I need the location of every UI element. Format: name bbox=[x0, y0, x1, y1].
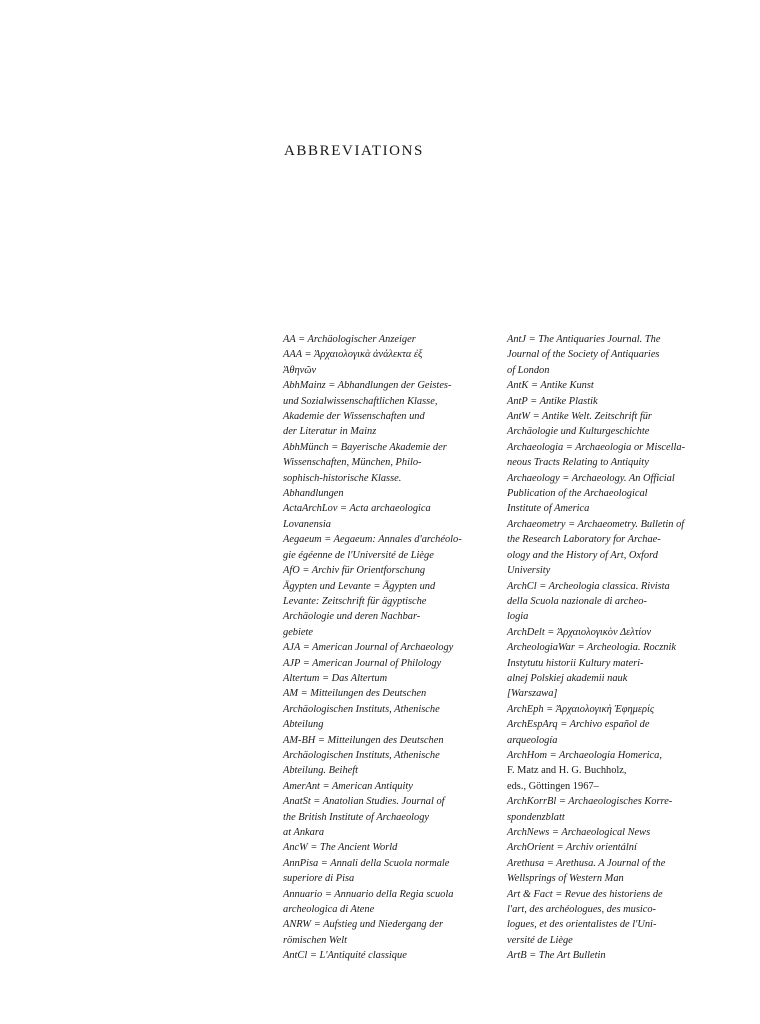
entry-line: Abhandlungen bbox=[283, 488, 344, 500]
entry-line: Levante: Zeitschrift für ägyptische bbox=[283, 595, 427, 607]
entry-line: Aegaeum = Aegaeum: Annales d'archéolo- bbox=[283, 534, 462, 546]
abbreviation-entry bbox=[507, 378, 717, 393]
entry-line: AncW = The Ancient World bbox=[283, 842, 398, 854]
abbreviations-column-right bbox=[507, 332, 717, 964]
abbreviation-entry bbox=[283, 532, 503, 563]
entry-line: neous Tracts Relating to Antiquity bbox=[507, 457, 649, 469]
abbreviation-entry bbox=[283, 347, 503, 378]
abbreviation-entry bbox=[283, 332, 503, 347]
entry-line: Archäologischen Instituts, Athenische bbox=[283, 749, 440, 761]
abbreviation-entry bbox=[283, 640, 503, 655]
entry-line: Arethusa = Arethusa. A Journal of the bbox=[507, 857, 666, 869]
abbreviation-entry bbox=[283, 656, 503, 671]
abbreviation-entry bbox=[507, 517, 717, 579]
entry-line: della Scuola nazionale di archeo- bbox=[507, 595, 647, 607]
abbreviation-entry bbox=[507, 394, 717, 409]
abbreviation-entry bbox=[283, 671, 503, 686]
entry-line: Ἀθηνῶν bbox=[283, 364, 317, 376]
entry-line: superiore di Pisa bbox=[283, 873, 355, 885]
entry-line: Akademie der Wissenschaften und bbox=[283, 411, 425, 423]
entry-line: the Research Laboratory for Archae- bbox=[507, 534, 661, 546]
page-title: ABBREVIATIONS bbox=[284, 143, 424, 159]
entry-line: ArchNews = Archaeological News bbox=[507, 827, 651, 838]
abbreviation-entry bbox=[283, 887, 503, 918]
abbreviation-entry bbox=[507, 948, 717, 963]
abbreviation-entry bbox=[283, 563, 503, 578]
entry-line: Archaeometry = Archaeometry. Bulletin of bbox=[507, 518, 685, 530]
abbreviations-column-left bbox=[283, 332, 503, 964]
entry-line: logia bbox=[507, 611, 529, 623]
entry-line: eds., Göttingen 1967– bbox=[507, 780, 599, 792]
entry-line: AntK = Antike Kunst bbox=[507, 380, 594, 392]
entry-line: Institute of America bbox=[507, 503, 590, 515]
entry-line: AAA = Ἀρχαιολογικὰ ἀνάλεκτα ἐξ bbox=[283, 349, 423, 361]
entry-line: Annuario = Annuario della Regia scuola bbox=[283, 888, 454, 900]
abbreviation-entry bbox=[507, 717, 717, 748]
entry-line: AM-BH = Mitteilungen des Deutschen bbox=[283, 734, 444, 746]
entry-line: Lovanensia bbox=[283, 518, 331, 530]
entry-line: of London bbox=[507, 364, 550, 376]
entry-line: F. Matz and H. G. Buchholz, bbox=[507, 765, 627, 777]
abbreviation-entry bbox=[283, 501, 503, 532]
abbreviation-entry bbox=[283, 948, 503, 963]
entry-line: AfO = Archiv für Orientforschung bbox=[283, 565, 426, 577]
entry-line: versité de Liège bbox=[507, 934, 573, 946]
abbreviation-entry bbox=[283, 733, 503, 779]
entry-line: Publication of the Archaeological bbox=[507, 488, 648, 500]
abbreviation-entry bbox=[507, 332, 717, 378]
entry-line: römischen Welt bbox=[283, 934, 347, 946]
entry-line: ArchKorrBl = Archaeologisches Korre- bbox=[507, 796, 673, 808]
abbreviation-entry bbox=[283, 686, 503, 732]
abbreviation-entry bbox=[507, 625, 717, 640]
entry-line: AntP = Antike Plastik bbox=[507, 395, 598, 407]
entry-line: ActaArchLov = Acta archaeologica bbox=[283, 503, 431, 515]
abbreviation-entry bbox=[507, 825, 717, 840]
abbreviation-entry bbox=[283, 917, 503, 948]
entry-line: AJP = American Journal of Philology bbox=[283, 657, 442, 669]
entry-line: ANRW = Aufstieg und Niedergang der bbox=[283, 919, 444, 931]
abbreviation-entry bbox=[507, 640, 717, 702]
abbreviation-entry bbox=[283, 856, 503, 887]
entry-line: Wellsprings of Western Man bbox=[507, 873, 624, 885]
entry-line: Ägypten und Levante = Ägypten und bbox=[283, 580, 436, 592]
entry-line: arqueología bbox=[507, 734, 558, 746]
abbreviation-entry bbox=[507, 579, 717, 625]
entry-line: AnatSt = Anatolian Studies. Journal of bbox=[283, 796, 445, 808]
entry-line: ArchOrient = Archiv orientální bbox=[507, 842, 637, 854]
entry-line: l'art, des archéologues, des musico- bbox=[507, 904, 657, 916]
entry-line: ArchDelt = Ἀρχαιολογικὸν Δελτίον bbox=[507, 626, 652, 638]
entry-line: der Literatur in Mainz bbox=[283, 426, 377, 438]
abbreviation-entry bbox=[507, 887, 717, 949]
entry-line: Altertum = Das Altertum bbox=[283, 672, 388, 684]
entry-line: AntW = Antike Welt. Zeitschrift für bbox=[507, 411, 652, 423]
entry-line: ArtB = The Art Bulletin bbox=[507, 950, 606, 962]
entry-line: sophisch-historische Klasse. bbox=[283, 472, 402, 484]
entry-line: gebiete bbox=[283, 626, 313, 638]
entry-line: archeologica di Atene bbox=[283, 904, 375, 916]
entry-line: AntCl = L'Antiquité classique bbox=[283, 950, 407, 962]
entry-line: AA = Archäologischer Anzeiger bbox=[283, 334, 416, 345]
abbreviation-entry bbox=[507, 840, 717, 855]
entry-line: Journal of the Society of Antiquaries bbox=[507, 349, 660, 361]
entry-line: alnej Polskiej akademii nauk bbox=[507, 672, 628, 684]
entry-line: AntJ = The Antiquaries Journal. The bbox=[507, 334, 661, 345]
entry-line: University bbox=[507, 565, 551, 577]
entry-line: AmerAnt = American Antiquity bbox=[283, 780, 413, 792]
entry-line: Archaeology = Archaeology. An Official bbox=[507, 472, 675, 484]
entry-line: Archäologie und Kulturgeschichte bbox=[507, 426, 650, 438]
abbreviation-entry bbox=[283, 440, 503, 502]
abbreviation-entry bbox=[283, 840, 503, 855]
entry-line: ArchEspArq = Archivo español de bbox=[507, 719, 650, 731]
entry-line: gie égéenne de l'Université de Liège bbox=[283, 549, 434, 561]
entry-line: AbhMainz = Abhandlungen der Geistes- bbox=[283, 380, 452, 392]
entry-line: ArchEph = Ἀρχαιολογικὴ Ἐφημερίς bbox=[507, 703, 655, 715]
abbreviation-entry bbox=[507, 702, 717, 717]
abbreviation-entry bbox=[507, 409, 717, 440]
entry-line: Archäologischen Instituts, Athenische bbox=[283, 703, 440, 715]
entry-line: Abteilung. Beiheft bbox=[283, 765, 359, 777]
abbreviation-entry bbox=[507, 440, 717, 471]
entry-line: ArcheologiaWar = Archeologia. Rocznik bbox=[507, 642, 677, 654]
abbreviation-entry bbox=[507, 856, 717, 887]
entry-line: AM = Mitteilungen des Deutschen bbox=[283, 688, 427, 700]
entry-line: Archaeologia = Archaeologia or Miscella- bbox=[507, 441, 686, 453]
abbreviation-entry bbox=[283, 378, 503, 440]
entry-line: [Warszawa] bbox=[507, 688, 558, 700]
entry-line: ology and the History of Art, Oxford bbox=[507, 549, 658, 561]
entry-line: logues, et des orientalistes de l'Uni- bbox=[507, 919, 657, 931]
entry-line: Archäologie und deren Nachbar- bbox=[283, 611, 421, 623]
abbreviation-entry bbox=[283, 794, 503, 840]
entry-line: at Ankara bbox=[283, 827, 325, 838]
abbreviation-entry bbox=[507, 748, 717, 794]
entry-line: ArchCl = Archeologia classica. Rivista bbox=[507, 580, 670, 592]
entry-line: Art & Fact = Revue des historiens de bbox=[507, 888, 663, 900]
entry-line: AnnPisa = Annali della Scuola normale bbox=[283, 857, 450, 869]
abbreviation-entry bbox=[283, 579, 503, 641]
entry-line: Abteilung bbox=[283, 719, 324, 731]
entry-line: AJA = American Journal of Archaeology bbox=[283, 642, 454, 654]
abbreviation-entry bbox=[283, 779, 503, 794]
abbreviation-entry bbox=[507, 471, 717, 517]
entry-line: Instytutu historii Kultury materi- bbox=[507, 657, 644, 669]
entry-line: Wissenschaften, München, Philo- bbox=[283, 457, 422, 469]
entry-line: AbhMünch = Bayerische Akademie der bbox=[283, 441, 447, 453]
entry-line: the British Institute of Archaeology bbox=[283, 811, 430, 823]
entry-line: und Sozialwissenschaftlichen Klasse, bbox=[283, 395, 438, 407]
entry-line: spondenzblatt bbox=[507, 811, 565, 823]
entry-line: ArchHom = Archaeologia Homerica, bbox=[507, 749, 662, 761]
abbreviation-entry bbox=[507, 794, 717, 825]
